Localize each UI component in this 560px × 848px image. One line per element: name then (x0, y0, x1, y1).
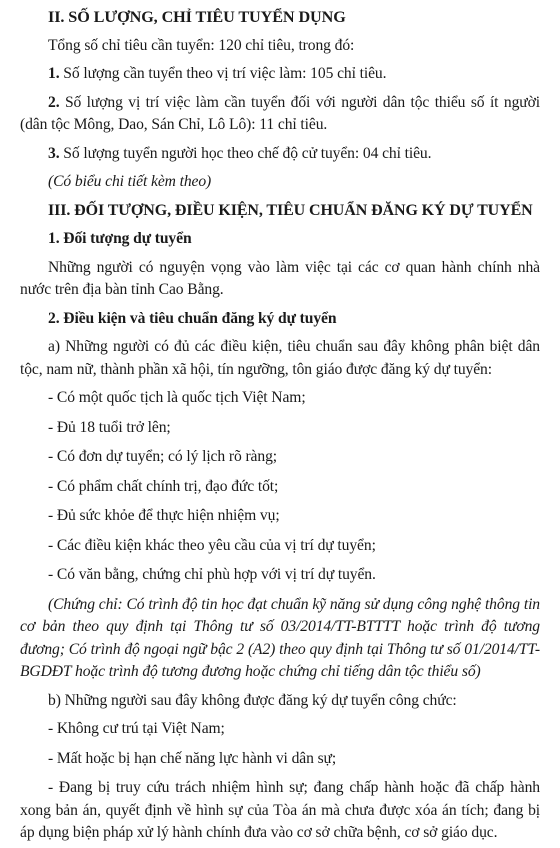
section-3-heading: III. ĐỐI TƯỢNG, ĐIỀU KIỆN, TIÊU CHUẨN ĐĂNG KÝ DỰ TUYỂN (48, 201, 533, 219)
quota-item-1 (20, 63, 540, 86)
quota-item-2-number: 2. (48, 93, 60, 111)
condition-a-intro: a) Những người có đủ các điều kiện, tiêu chuẩn sau đây không phân biệt dân tộc, nam nữ, thành phần xã hội, tín ngưỡng, tôn giáo được đăng ký dự tuyển: (20, 338, 540, 378)
condition-b-item: - Đang bị truy cứu trách nhiệm hình sự; đang chấp hành hoặc đã chấp hành xong bản án, quyết định về hình sự của Tòa án mà chưa được xóa án tích; đang bị áp dụng biện pháp xử lý hành chính đưa vào cơ sở chữa bệnh, cơ sở giáo dục. (20, 779, 540, 841)
total-quota-text: Tổng số chỉ tiêu cần tuyển: 120 chỉ tiêu, trong đó: (48, 36, 355, 54)
condition-a-item: - Đủ sức khỏe để thực hiện nhiệm vụ; (48, 507, 280, 524)
condition-a-item: - Có một quốc tịch là quốc tịch Việt Nam; (48, 389, 306, 406)
condition-a-item: - Có đơn dự tuyển; có lý lịch rõ ràng; (48, 448, 278, 465)
subsection-1-heading: 1. Đối tượng dự tuyển (48, 230, 192, 247)
quota-item-1-number: 1. (48, 65, 60, 82)
quota-item-2-text: Số lượng vị trí việc làm cần tuyển đối với người dân tộc thiểu số ít người (dân tộc Mông, Dao, Sán Chỉ, Lô Lô): 11 chỉ tiêu. (20, 93, 540, 133)
condition-b-intro: b) Những người sau đây không được đăng ký dự tuyển công chức: (48, 691, 457, 709)
condition-a-item: - Có phẩm chất chính trị, đạo đức tốt; (48, 477, 279, 495)
condition-a-item: - Đủ 18 tuổi trở lên; (48, 418, 171, 436)
condition-a-item: - Có văn bằng, chứng chỉ phù hợp với vị trí dự tuyển. (48, 566, 376, 583)
quota-item-3-text: Số lượng tuyển người học theo chế độ cử tuyển: 04 chỉ tiêu. (59, 144, 432, 162)
section-2-heading: II. SỐ LƯỢNG, CHỈ TIÊU TUYỂN DỤNG (48, 8, 346, 26)
quota-item-1-text: Số lượng cần tuyển theo vị trí việc làm: 105 chỉ tiêu. (59, 65, 387, 82)
condition-b-item: - Mất hoặc bị hạn chế năng lực hành vi dân sự; (48, 749, 337, 767)
condition-b-item: - Không cư trú tại Việt Nam; (48, 720, 225, 737)
detail-note: (Có biểu chi tiết kèm theo) (48, 173, 212, 190)
subsection-2-heading: 2. Điều kiện và tiêu chuẩn đăng ký dự tuyển (48, 309, 337, 327)
quota-item-2 (20, 92, 540, 137)
condition-a-item: - Các điều kiện khác theo yêu cầu của vị trí dự tuyển; (48, 536, 376, 554)
certificate-note: (Chứng chỉ: Có trình độ tin học đạt chuẩn kỹ năng sử dụng công nghệ thông tin cơ bản theo quy định tại Thông tư số 03/2014/TT-BTTTT hoặc trình độ tương đương; Có trình độ ngoại ngữ bậc 2 (A2) theo quy định tại Thông tư số 01/2014/TT-BGDĐT hoặc trình độ tương đương hoặc chứng chỉ tiếng dân tộc thiểu số) (20, 595, 540, 680)
quota-item-3 (20, 143, 540, 166)
subsection-1-text: Những người có nguyện vọng vào làm việc tại các cơ quan hành chính nhà nước trên địa bàn tỉnh Cao Bằng. (20, 258, 540, 298)
quota-item-3-number: 3. (48, 144, 60, 162)
